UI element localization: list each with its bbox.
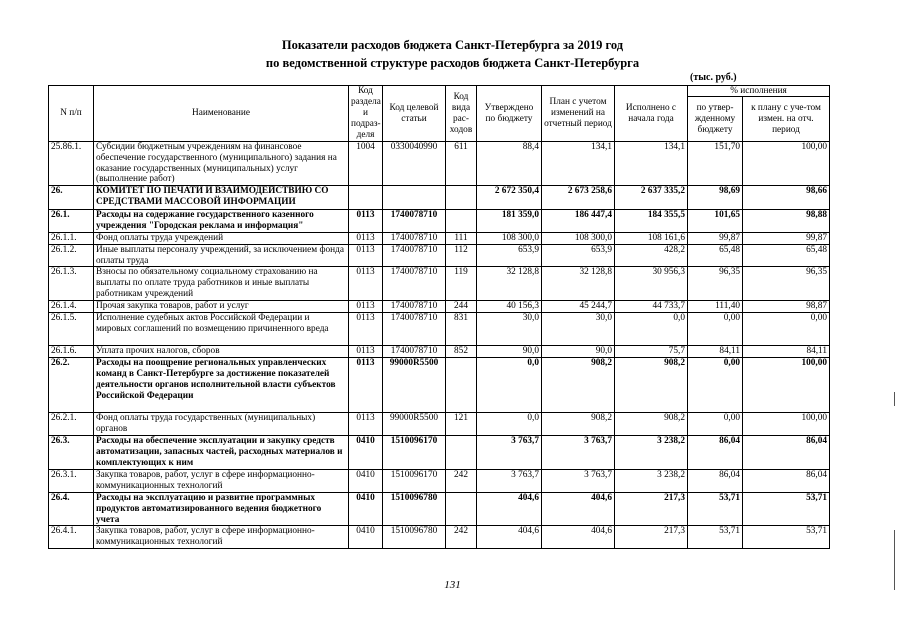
cell-kind: 111 — [446, 232, 477, 244]
cell-executed: 908,2 — [615, 358, 688, 413]
cell-executed: 0,0 — [615, 313, 688, 346]
cell-num: 26.1.3. — [49, 267, 94, 301]
header-percent-group: % исполнения — [688, 86, 830, 97]
cell-name: Расходы на поощрение региональных управленческих команд в Санкт-Петербурге за достижение показателей деятельности органов исполнительной власти субъектов Российской Федерации — [94, 358, 349, 413]
cell-kind: 112 — [446, 244, 477, 267]
header-approved: Утверждено по бюджету — [477, 86, 542, 142]
cell-approved: 30,0 — [477, 313, 542, 346]
cell-pct-plan: 86,04 — [743, 469, 830, 492]
cell-target: 99000R5500 — [383, 358, 446, 413]
cell-num: 26.1.5. — [49, 313, 94, 346]
cell-section: 0113 — [349, 244, 383, 267]
cell-approved: 181 359,0 — [477, 210, 542, 233]
cell-target: 1740078710 — [383, 313, 446, 346]
cell-approved: 653,9 — [477, 244, 542, 267]
cell-pct-approved: 101,65 — [688, 210, 743, 233]
cell-num: 26.1.2. — [49, 244, 94, 267]
cell-executed: 908,2 — [615, 413, 688, 436]
cell-num: 26.1.1. — [49, 232, 94, 244]
cell-name: КОМИТЕТ ПО ПЕЧАТИ И ВЗАИМОДЕЙСТВИЮ СО СРЕДСТВАМИ МАССОВОЙ ИНФОРМАЦИИ — [94, 186, 349, 210]
cell-kind: 242 — [446, 526, 477, 549]
cell-pct-plan: 0,00 — [743, 313, 830, 346]
cell-pct-approved: 86,04 — [688, 435, 743, 469]
cell-executed: 217,3 — [615, 526, 688, 549]
header-target: Код целевой статьи — [383, 86, 446, 142]
table-row — [49, 244, 830, 267]
cell-pct-plan: 53,71 — [743, 526, 830, 549]
header-plan: План с учетом изменений на отчетный период — [542, 86, 615, 142]
cell-pct-approved: 151,70 — [688, 142, 743, 186]
cell-kind — [446, 210, 477, 233]
cell-plan: 908,2 — [542, 413, 615, 436]
cell-num: 26.4.1. — [49, 526, 94, 549]
cell-section: 0410 — [349, 526, 383, 549]
cell-kind — [446, 492, 477, 525]
table-row — [49, 413, 830, 436]
cell-approved: 108 300,0 — [477, 232, 542, 244]
cell-kind: 831 — [446, 313, 477, 346]
cell-pct-plan: 53,71 — [743, 492, 830, 525]
cell-plan: 3 763,7 — [542, 435, 615, 469]
cell-approved: 32 128,8 — [477, 267, 542, 301]
table-row — [49, 210, 830, 233]
scan-edge-mark — [894, 392, 895, 406]
cell-target: 1510096780 — [383, 526, 446, 549]
cell-executed: 428,2 — [615, 244, 688, 267]
cell-kind — [446, 435, 477, 469]
page-number: 131 — [444, 579, 461, 591]
table-row — [49, 492, 830, 525]
cell-name: Исполнение судебных актов Российской Федерации и мировых соглашений по возмещению причиненного вреда — [94, 313, 349, 346]
cell-kind: 852 — [446, 346, 477, 358]
cell-section: 0410 — [349, 469, 383, 492]
cell-plan: 30,0 — [542, 313, 615, 346]
cell-section: 1004 — [349, 142, 383, 186]
cell-target: 1740078710 — [383, 232, 446, 244]
table-row — [49, 232, 830, 244]
cell-plan: 45 244,7 — [542, 301, 615, 313]
cell-name: Прочая закупка товаров, работ и услуг — [94, 301, 349, 313]
cell-kind: 121 — [446, 413, 477, 436]
cell-plan: 90,0 — [542, 346, 615, 358]
report-title-line-2: по ведомственной структуре расходов бюджета Санкт-Петербурга — [265, 56, 640, 70]
cell-approved: 3 763,7 — [477, 469, 542, 492]
cell-pct-plan: 99,87 — [743, 232, 830, 244]
cell-executed: 30 956,3 — [615, 267, 688, 301]
cell-section: 0113 — [349, 301, 383, 313]
cell-name: Закупка товаров, работ, услуг в сфере информационно-коммуникационных технологий — [94, 469, 349, 492]
cell-plan: 404,6 — [542, 492, 615, 525]
cell-pct-approved: 96,35 — [688, 267, 743, 301]
cell-pct-approved: 53,71 — [688, 492, 743, 525]
cell-section: 0113 — [349, 413, 383, 436]
cell-target: 1510096780 — [383, 492, 446, 525]
cell-pct-approved: 111,40 — [688, 301, 743, 313]
table-row — [49, 346, 830, 358]
cell-executed: 3 238,2 — [615, 469, 688, 492]
cell-pct-approved: 86,04 — [688, 469, 743, 492]
cell-name: Закупка товаров, работ, услуг в сфере информационно-коммуникационных технологий — [94, 526, 349, 549]
cell-target: 1740078710 — [383, 244, 446, 267]
cell-pct-approved: 65,48 — [688, 244, 743, 267]
table-row — [49, 313, 830, 346]
cell-pct-plan: 65,48 — [743, 244, 830, 267]
cell-kind — [446, 186, 477, 210]
report-title-line-1: Показатели расходов бюджета Санкт-Петербурга за 2019 год — [281, 38, 624, 52]
cell-pct-plan: 100,00 — [743, 413, 830, 436]
cell-executed: 2 637 335,2 — [615, 186, 688, 210]
cell-pct-plan: 100,00 — [743, 358, 830, 413]
table-row — [49, 301, 830, 313]
cell-executed: 75,7 — [615, 346, 688, 358]
cell-approved: 88,4 — [477, 142, 542, 186]
cell-plan: 186 447,4 — [542, 210, 615, 233]
cell-section: 0410 — [349, 435, 383, 469]
cell-executed: 3 238,2 — [615, 435, 688, 469]
cell-pct-plan: 96,35 — [743, 267, 830, 301]
cell-plan: 134,1 — [542, 142, 615, 186]
cell-name: Расходы на обеспечение эксплуатации и закупку средств автоматизации, запасных частей, расходных материалов и комплектующих к ним — [94, 435, 349, 469]
cell-name: Субсидии бюджетным учреждениям на финансовое обеспечение государственного (муниципального) задания на оказание государственных (муниципальных) услуг (выполнение работ) — [94, 142, 349, 186]
cell-section: 0113 — [349, 313, 383, 346]
cell-section: 0113 — [349, 346, 383, 358]
header-executed: Исполнено с начала года — [615, 86, 688, 142]
cell-pct-plan: 84,11 — [743, 346, 830, 358]
cell-name: Иные выплаты персоналу учреждений, за исключением фонда оплаты труда — [94, 244, 349, 267]
table-row — [49, 142, 830, 186]
cell-pct-approved: 0,00 — [688, 313, 743, 346]
cell-pct-plan: 86,04 — [743, 435, 830, 469]
cell-target: 99000R5500 — [383, 413, 446, 436]
cell-target: 1740078710 — [383, 301, 446, 313]
cell-target: 1510096170 — [383, 435, 446, 469]
cell-section: 0113 — [349, 358, 383, 413]
cell-section: 0410 — [349, 492, 383, 525]
cell-kind: 119 — [446, 267, 477, 301]
cell-plan: 404,6 — [542, 526, 615, 549]
cell-name: Расходы на содержание государственного казенного учреждения "Городская реклама и информация" — [94, 210, 349, 233]
header-pct-approved: по утвер-жденному бюджету — [688, 97, 743, 142]
cell-kind — [446, 358, 477, 413]
cell-kind: 242 — [446, 469, 477, 492]
cell-num: 26.3. — [49, 435, 94, 469]
cell-target: 1740078710 — [383, 210, 446, 233]
cell-pct-approved: 98,69 — [688, 186, 743, 210]
cell-target: 1510096170 — [383, 469, 446, 492]
cell-kind: 244 — [446, 301, 477, 313]
cell-pct-plan: 98,87 — [743, 301, 830, 313]
cell-approved: 404,6 — [477, 526, 542, 549]
cell-executed: 184 355,5 — [615, 210, 688, 233]
cell-name: Фонд оплаты труда учреждений — [94, 232, 349, 244]
header-num: N п/п — [49, 86, 94, 142]
cell-num: 26.2. — [49, 358, 94, 413]
cell-target — [383, 186, 446, 210]
table-row — [49, 526, 830, 549]
cell-num: 26.3.1. — [49, 469, 94, 492]
cell-section: 0113 — [349, 232, 383, 244]
cell-num: 26.1.4. — [49, 301, 94, 313]
cell-pct-plan: 98,88 — [743, 210, 830, 233]
cell-section: 0113 — [349, 267, 383, 301]
cell-name: Расходы на эксплуатацию и развитие программных продуктов автоматизированного ведения бюджетного учета — [94, 492, 349, 525]
cell-executed: 217,3 — [615, 492, 688, 525]
cell-name: Уплата прочих налогов, сборов — [94, 346, 349, 358]
units-label: (тыс. руб.) — [690, 72, 737, 83]
cell-plan: 32 128,8 — [542, 267, 615, 301]
cell-num: 26.4. — [49, 492, 94, 525]
cell-approved: 0,0 — [477, 413, 542, 436]
header-section: Код раздела и подраз-деля — [349, 86, 383, 142]
cell-approved: 2 672 350,4 — [477, 186, 542, 210]
cell-section: 0113 — [349, 210, 383, 233]
cell-num: 26. — [49, 186, 94, 210]
cell-plan: 108 300,0 — [542, 232, 615, 244]
cell-pct-approved: 0,00 — [688, 358, 743, 413]
cell-target: 1740078710 — [383, 346, 446, 358]
cell-num: 25.86.1. — [49, 142, 94, 186]
cell-approved: 404,6 — [477, 492, 542, 525]
table-row — [49, 469, 830, 492]
cell-pct-approved: 0,00 — [688, 413, 743, 436]
cell-pct-plan: 100,00 — [743, 142, 830, 186]
cell-approved: 40 156,3 — [477, 301, 542, 313]
cell-target: 1740078710 — [383, 267, 446, 301]
cell-plan: 3 763,7 — [542, 469, 615, 492]
cell-pct-plan: 98,66 — [743, 186, 830, 210]
cell-approved: 90,0 — [477, 346, 542, 358]
cell-executed: 44 733,7 — [615, 301, 688, 313]
cell-num: 26.1.6. — [49, 346, 94, 358]
header-kind: Код вида рас-ходов — [446, 86, 477, 142]
cell-approved: 0,0 — [477, 358, 542, 413]
cell-target: 0330040990 — [383, 142, 446, 186]
table-row — [49, 435, 830, 469]
scan-edge-mark — [894, 530, 895, 590]
cell-name: Фонд оплаты труда государственных (муниципальных) органов — [94, 413, 349, 436]
cell-plan: 653,9 — [542, 244, 615, 267]
cell-name: Взносы по обязательному социальному страхованию на выплаты по оплате труда работников и иные выплаты работникам учреждений — [94, 267, 349, 301]
cell-pct-approved: 99,87 — [688, 232, 743, 244]
cell-plan: 2 673 258,6 — [542, 186, 615, 210]
cell-plan: 908,2 — [542, 358, 615, 413]
cell-executed: 134,1 — [615, 142, 688, 186]
cell-pct-approved: 53,71 — [688, 526, 743, 549]
table-row — [49, 186, 830, 210]
cell-num: 26.2.1. — [49, 413, 94, 436]
header-name: Наименование — [94, 86, 349, 142]
table-row — [49, 267, 830, 301]
header-pct-plan: к плану с уче-том измен. на отч. период — [743, 97, 830, 142]
cell-executed: 108 161,6 — [615, 232, 688, 244]
cell-pct-approved: 84,11 — [688, 346, 743, 358]
expenditure-table — [48, 85, 830, 549]
table-row — [49, 358, 830, 413]
cell-kind: 611 — [446, 142, 477, 186]
cell-num: 26.1. — [49, 210, 94, 233]
cell-approved: 3 763,7 — [477, 435, 542, 469]
cell-section — [349, 186, 383, 210]
